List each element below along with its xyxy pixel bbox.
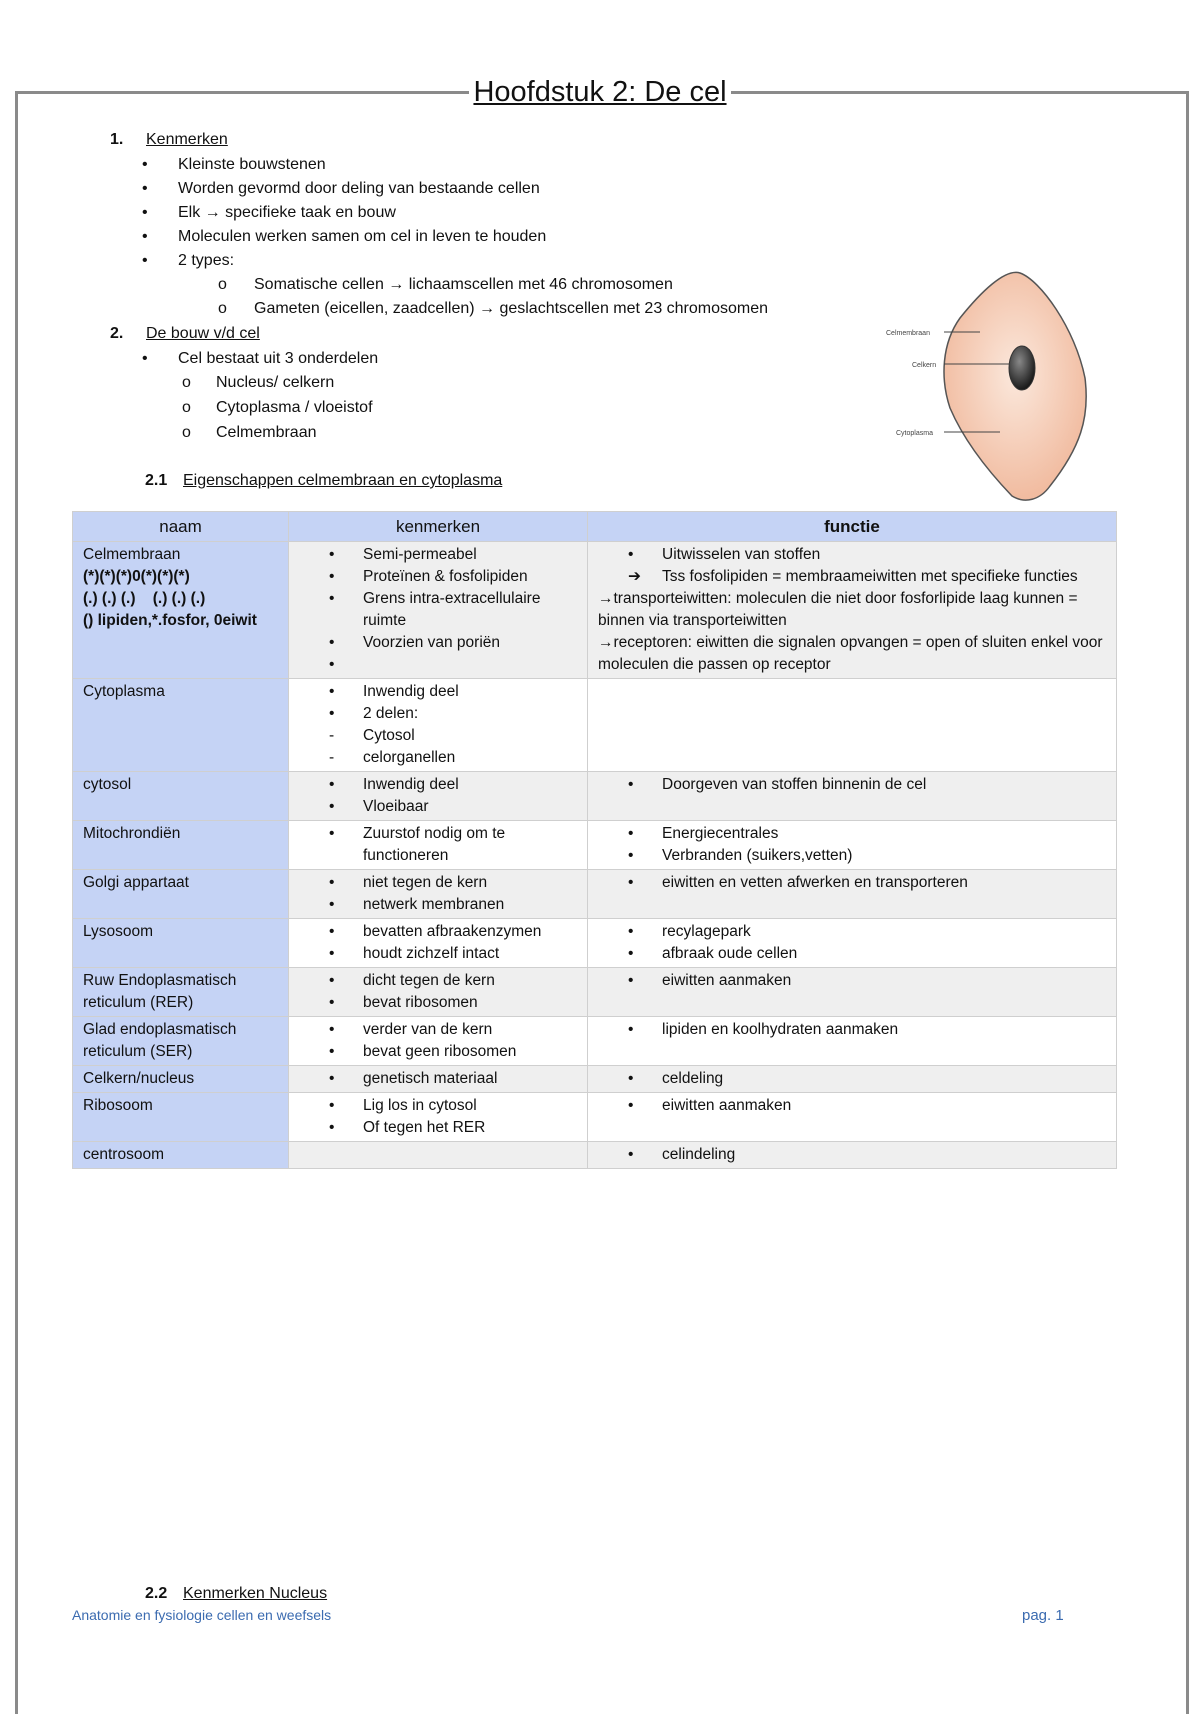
row-functie: • Uitwisselen van stoffen ➔ Tss fosfolipiden = membraameiwitten met specifieke functies →transporteiwitten: moleculen die niet door fosforlipide laag kunnen = binnen via transporteiwitten →receptoren: eiwitten die signalen opvangen = open of sluiten enkel voor moleculen die passen op receptor — [588, 542, 1117, 679]
header-kenmerken: kenmerken — [289, 512, 588, 542]
list-subitem: o Gameten (eicellen, zaadcellen) → geslachtscellen met 23 chromosomen — [218, 300, 769, 317]
table-row — [73, 542, 1117, 679]
cell-figure — [880, 268, 1100, 508]
list-item: • Cel bestaat uit 3 onderdelen — [142, 350, 379, 367]
table-row: Golgi appartaat • niet tegen de kern • netwerk membranen • eiwitten en vetten afwerken en transporteren — [73, 870, 1117, 919]
footer-course-title: Anatomie en fysiologie cellen en weefsels — [72, 1607, 332, 1623]
table-row: Mitochrondiën • Zuurstof nodig om te functioneren • Energiecentrales • Verbranden (suikers,vetten) — [73, 821, 1117, 870]
list-subitem: o Nucleus/ celkern — [182, 374, 335, 391]
list-subitem: o Cytoplasma / vloeistof — [182, 399, 373, 416]
list-subitem: o Celmembraan — [182, 424, 317, 441]
list-item: • 2 types: — [142, 252, 235, 269]
table-row: cytosol • Inwendig deel • Vloeibaar • Doorgeven van stoffen binnenin de cel — [73, 772, 1117, 821]
table-header-row — [73, 512, 1117, 542]
table-row: Glad endoplasmatisch reticulum (SER) • verder van de kern • bevat geen ribosomen • lipiden en koolhydraten aanmaken — [73, 1017, 1117, 1066]
figure-label-cytoplasma: Cytoplasma — [896, 430, 933, 437]
figure-label-celkern: Celkern — [912, 362, 937, 369]
subsection-2-1-heading: 2.1 Eigenschappen celmembraan en cytoplasma — [145, 472, 503, 489]
list-subitem: o Somatische cellen → lichaamscellen met 46 chromosomen — [218, 276, 673, 293]
list-item: • Kleinste bouwstenen — [142, 156, 326, 173]
list-item: • Moleculen werken samen om cel in leven te houden — [142, 228, 547, 245]
table-row: Lysosoom • bevatten afbraakenzymen • houdt zichzelf intact • recylagepark • afbraak oude cellen — [73, 919, 1117, 968]
section-2-heading: 2. De bouw v/d cel — [110, 325, 260, 342]
list-item: • Worden gevormd door deling van bestaande cellen — [142, 180, 540, 197]
table-row: centrosoom • celindeling — [73, 1142, 1117, 1169]
table-row: Ruw Endoplasmatisch reticulum (RER) • dicht tegen de kern • bevat ribosomen • eiwitten aanmaken — [73, 968, 1117, 1017]
row-kenmerken: • Semi-permeabel • Proteïnen & fosfolipiden • Grens intra-extracellulaire ruimte • Voorzien van poriën • — [289, 542, 588, 679]
list-item: • Elk → specifieke taak en bouw — [142, 204, 396, 221]
cell-properties-table — [72, 511, 1117, 1169]
row-name: Celmembraan (*)(*)(*)0(*)(*)(*) (.) (.) (.) (.) (.) (.) () lipiden,*.fosfor, 0eiwit — [73, 542, 289, 679]
table-row: Ribosoom • Lig los in cytosol • Of tegen het RER • eiwitten aanmaken — [73, 1093, 1117, 1142]
table-row: Celkern/nucleus • genetisch materiaal • celdeling — [73, 1066, 1117, 1093]
subsection-2-2-heading: 2.2 Kenmerken Nucleus — [145, 1585, 328, 1602]
page-title: Hoofdstuk 2: De cel — [0, 76, 1200, 109]
table-row: Cytoplasma • Inwendig deel • 2 delen: - Cytosol - celorganellen — [73, 679, 1117, 772]
footer-page-number: pag. 1 — [1022, 1607, 1064, 1624]
section-1-heading: 1. Kenmerken — [110, 131, 228, 148]
nucleus-shape — [1009, 346, 1035, 390]
figure-label-celmembraan: Celmembraan — [886, 330, 930, 337]
header-naam: naam — [73, 512, 289, 542]
header-functie: functie — [588, 512, 1117, 542]
